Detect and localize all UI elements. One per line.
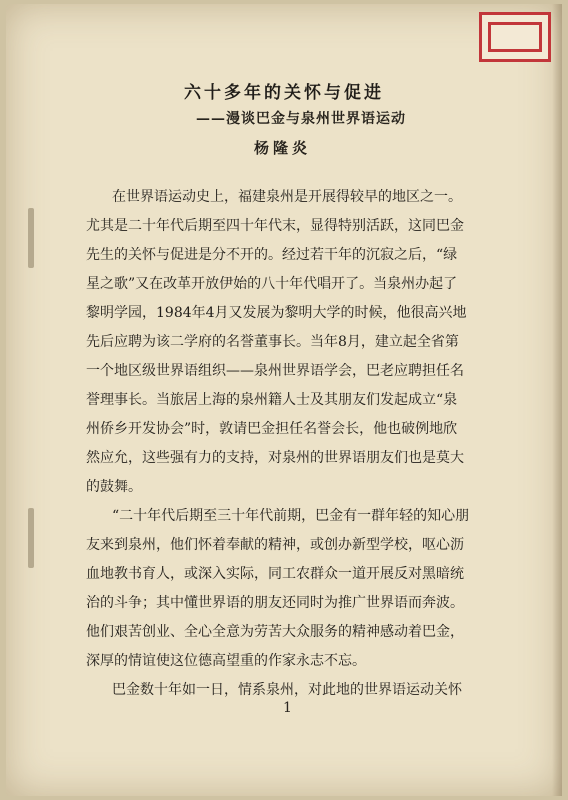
body-text	[86, 183, 506, 705]
text-line: 他们艰苦创业、全心全意为劳苦大众服务的精神感动着巴金，	[86, 624, 464, 640]
page-edge-shadow	[552, 4, 562, 796]
text-line: 誉理事长。当旅居上海的泉州籍人士及其朋友们发起成立“泉	[86, 392, 458, 408]
text-line: 先后应聘为该二学府的名誉董事长。当年8月，建立起全省第	[86, 334, 459, 350]
text-line: 州侨乡开发协会”时，敦请巴金担任名誉会长，他也破例地欣	[86, 421, 458, 437]
text-line: 然应允，这些强有力的支持，对泉州的世界语朋友们也是莫大	[86, 450, 464, 466]
page-number: 1	[283, 700, 292, 716]
text-line: 先生的关怀与促进是分不开的。经过若干年的沉寂之后，“绿	[86, 247, 458, 263]
staple-mark	[28, 208, 34, 268]
text-line: 星之歌”又在改革开放伊始的八十年代唱开了。当泉州办起了	[86, 276, 458, 292]
text-line: 血地教书育人，或深入实际，同工农群众一道开展反对黑暗统	[86, 566, 464, 582]
text-line: “二十年代后期至三十年代前期，巴金有一群年轻的知心朋	[112, 508, 470, 524]
red-stamp-inner-border	[488, 22, 542, 52]
text-line: 一个地区级世界语组织——泉州世界语学会，巴老应聘担任名	[86, 363, 464, 379]
text-line: 友来到泉州，他们怀着奉献的精神，或创办新型学校，呕心沥	[86, 537, 464, 553]
document-subtitle: ——漫谈巴金与泉州世界语运动	[196, 111, 406, 127]
red-stamp	[479, 12, 551, 62]
text-line: 尤其是二十年代后期至四十年代末，显得特别活跃，这同巴金	[86, 218, 464, 234]
document-author: 杨隆炎	[254, 139, 312, 157]
text-line: 深厚的情谊使这位德高望重的作家永志不忘。	[86, 653, 366, 669]
text-line: 的鼓舞。	[86, 479, 142, 495]
text-line: 在世界语运动史上，福建泉州是开展得较早的地区之一。	[112, 189, 462, 205]
text-line: 巴金数十年如一日，情系泉州，对此地的世界语运动关怀	[112, 682, 462, 698]
staple-mark	[28, 508, 34, 568]
text-line: 治的斗争；其中懂世界语的朋友还同时为推广世界语而奔波。	[86, 595, 464, 611]
document-title: 六十多年的关怀与促进	[184, 83, 384, 103]
text-line: 黎明学园，1984年4月又发展为黎明大学的时候，他很高兴地	[86, 305, 467, 321]
